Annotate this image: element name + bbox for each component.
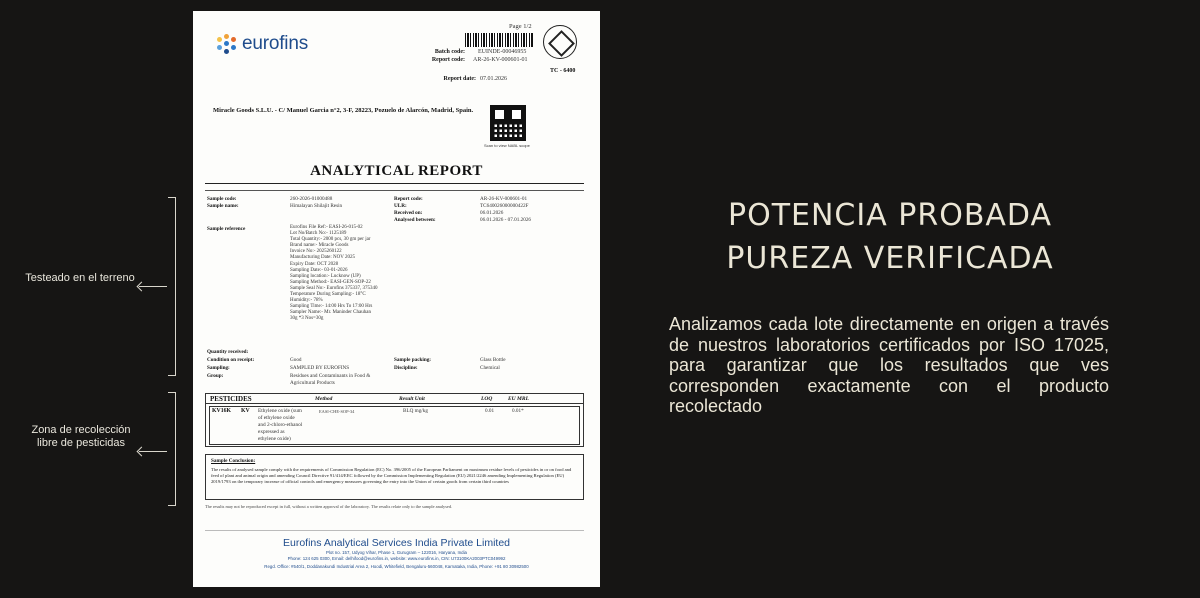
ref-line: Sampler Name:- Mr. Maninder Chauhan	[290, 310, 371, 316]
group-value: Residues and Contaminants in Food &	[290, 373, 371, 379]
sampling-label: Sampling:	[207, 365, 230, 371]
ref-line: Sampling Time:- 14:00 Hrs To 17:00 Hrs	[290, 304, 373, 310]
ref-line: Sampling Method:- EASI-GEN-SOP-22	[290, 279, 371, 285]
parameter-line: ethylene oxide)	[258, 436, 291, 442]
sampling-value: SAMPLED BY EUROFINS	[290, 365, 350, 371]
section-divider	[205, 190, 584, 191]
barcode-image	[465, 33, 533, 47]
footer-divider	[205, 530, 584, 531]
body-copy: Analizamos cada lote directamente en origen a través de nuestros laboratorios certificados por ISO 17025, para garantizar que los resultados que ves corresponden exactamente con el producto recolectado	[669, 314, 1109, 416]
ulr-label: ULR:	[394, 203, 407, 209]
row-result: BLQ mg/kg	[403, 408, 428, 414]
quantity-received-label: Quantity received:	[207, 349, 249, 355]
disclaimer: The results may not be reproduced except in full, without a written approval of the laboratory. The results relate only to the sample analysed.	[205, 504, 453, 509]
title-divider	[205, 183, 584, 184]
discipline-value: Chemical	[480, 365, 500, 371]
headline	[640, 194, 1140, 280]
ref-line: Total Quantity:- 2000 pcs, 30 gm per jar	[290, 237, 371, 243]
conclusion-text: The results of analysed sample comply with the requirements of Commission Regulation (EC) No. 396/2005 of the European Parliament on maximum residue levels of pesticides in or on food and feed of plant and animal origin and amending Council Directive 91/414/EEC followed by the Commission Implementing Regulation (EU) 2021/2246 amending Implementing Regulation (EU) 2019/1793 on the temporary increase of official controls and emergency measures governing the entry into the Union of certain goods from certain third countries	[211, 467, 572, 484]
field-report-code-label: Report code:	[394, 196, 423, 202]
footer-company-name: Eurofins Analytical Services India Private Limited	[282, 537, 511, 549]
analysed-between-value: 06.01.2026 - 07.01.2026	[480, 217, 532, 223]
col-result: Result Unit	[399, 396, 425, 402]
analysed-between-label: Analysed between:	[394, 217, 436, 223]
qr-caption: Scan to view NABL scope	[484, 143, 530, 148]
received-on-value: 06.01.2026	[480, 210, 504, 216]
sample-code-value: 260-2026-01000488	[290, 196, 333, 202]
pesticides-heading: PESTICIDES	[210, 395, 252, 403]
footer-address: Plot no. 157, Udyog Vihar, Phase 1, Gurugram – 122016, Haryana, India	[326, 550, 467, 555]
eurofins-logo	[217, 33, 308, 55]
sample-packing-value: Glass Bottle	[480, 357, 506, 363]
row-lab: KV	[241, 408, 250, 414]
sample-code-label: Sample code:	[207, 196, 237, 202]
eurofins-logo-icon	[217, 34, 237, 54]
sample-name-label: Sample name:	[207, 203, 239, 209]
report-code-value: AR-26-KV-000601-01	[473, 57, 528, 63]
group-label: Group:	[207, 373, 224, 379]
discipline-label: Discipline:	[394, 365, 418, 371]
ulr-value: TC640026000000422F	[480, 203, 529, 209]
ref-line: 30g *3 Nos=30g	[290, 316, 324, 322]
accreditation-number: TC - 6400	[550, 68, 576, 74]
parameter-line: expressed as	[258, 429, 285, 435]
pesticides-header-row	[206, 394, 583, 404]
ref-line: Expiry Date: OCT 2028	[290, 261, 339, 267]
report-title: ANALYTICAL REPORT	[310, 163, 483, 179]
ref-line: Manufacturing Date: NOV 2025	[290, 255, 356, 261]
sample-reference-list	[290, 225, 378, 323]
pesticide-free-label: Zona de recolección libre de pesticidas	[31, 424, 131, 449]
analytical-report-document	[193, 11, 600, 587]
parameter-line: of ethylene oxide	[258, 415, 295, 421]
ref-line: Temperature During Sampling:- 18°C	[290, 292, 366, 298]
sample-conclusion-box	[205, 454, 584, 500]
page-number: Page 1/2	[509, 23, 532, 30]
brand-name: eurofins	[242, 33, 308, 54]
ref-line: Sampling Date:- 03-01-2026	[290, 267, 348, 273]
sample-name-value: Himalayan Shilajit Resin	[290, 203, 343, 209]
pesticides-table	[205, 393, 584, 447]
row-method: EASI-CHE-SOP-34	[319, 409, 355, 414]
field-tested-arrow-icon	[139, 286, 167, 287]
sample-reference-label: Sample reference	[207, 226, 246, 232]
row-parameter	[258, 408, 302, 443]
report-code-label: Report code:	[431, 57, 465, 63]
field-tested-label: Testeado en el terreno	[25, 272, 135, 284]
received-on-label: Received on:	[394, 210, 423, 216]
headline-line-1: POTENCIA PROBADA	[727, 198, 1053, 233]
parameter-line: and 2-chloro-ethanol	[258, 422, 303, 428]
accreditation-seal-icon	[543, 25, 577, 59]
report-date-value: 07.01.2026	[480, 76, 507, 82]
report-date-label: Report date:	[443, 76, 476, 82]
ref-line: Brand name:- Miracle Goods	[290, 243, 349, 249]
col-loq: LOQ	[481, 396, 493, 402]
footer-registered-office: Regd. Office: #540/1, Doddanakundi Industrial Area 2, Hoodi, Whitefield, Bengaluru-560048, Karnataka, India, Phone: +91 80 30982500	[264, 564, 529, 569]
conclusion-heading: Sample Conclusion:	[211, 458, 256, 464]
ref-line: Sampling location:- Lucknow (UP)	[290, 273, 361, 279]
batch-code-label: Batch code:	[434, 49, 465, 55]
pesticide-free-arrow-icon	[139, 451, 167, 452]
field-tested-bracket	[168, 197, 176, 376]
row-code: KV16K	[212, 408, 232, 414]
footer-contact: Phone: 124 625 0300, Email: delhifood@eurofins.in, website: www.eurofins.in, CIN: U73100KA2003PTC049992	[287, 556, 506, 561]
condition-label: Condition on receipt:	[207, 357, 255, 363]
row-mrl: 0.01*	[512, 408, 524, 414]
group-value-line2: Agricultural Products	[290, 380, 335, 386]
ref-line: Sample Seal No:- Eurofins 375337, 375340	[290, 285, 378, 291]
recipient-address: Miracle Goods S.L.U. - C/ Manuel Garcia n°2, 3-F, 28223, Pozuelo de Alarcón, Madrid, Spain.	[213, 107, 474, 114]
ref-line: Invoice No:- 2025260122	[290, 249, 342, 255]
headline-line-2: PUREZA VERIFICADA	[726, 241, 1054, 276]
ref-line: Humidity:- 78%	[290, 298, 323, 304]
batch-code-value: EUINDE-00046955	[478, 49, 527, 55]
col-method: Method	[315, 396, 333, 402]
field-report-code-value: AR-26-KV-000601-01	[480, 196, 528, 202]
pesticide-free-bracket	[168, 392, 176, 506]
ref-line: Lot No/Batch No:- 1125189	[290, 231, 347, 237]
ref-line: Eurofins File Ref:- EASI-26-015-02	[290, 225, 363, 230]
pesticides-row-box	[209, 406, 580, 445]
qr-code-image[interactable]	[490, 105, 526, 141]
row-loq: 0.01	[485, 408, 495, 414]
condition-value: Good	[290, 357, 302, 363]
col-mrl: EU MRL	[508, 396, 529, 402]
parameter-line: Ethylene oxide (sum	[258, 408, 302, 414]
sample-packing-label: Sample packing:	[394, 357, 432, 363]
